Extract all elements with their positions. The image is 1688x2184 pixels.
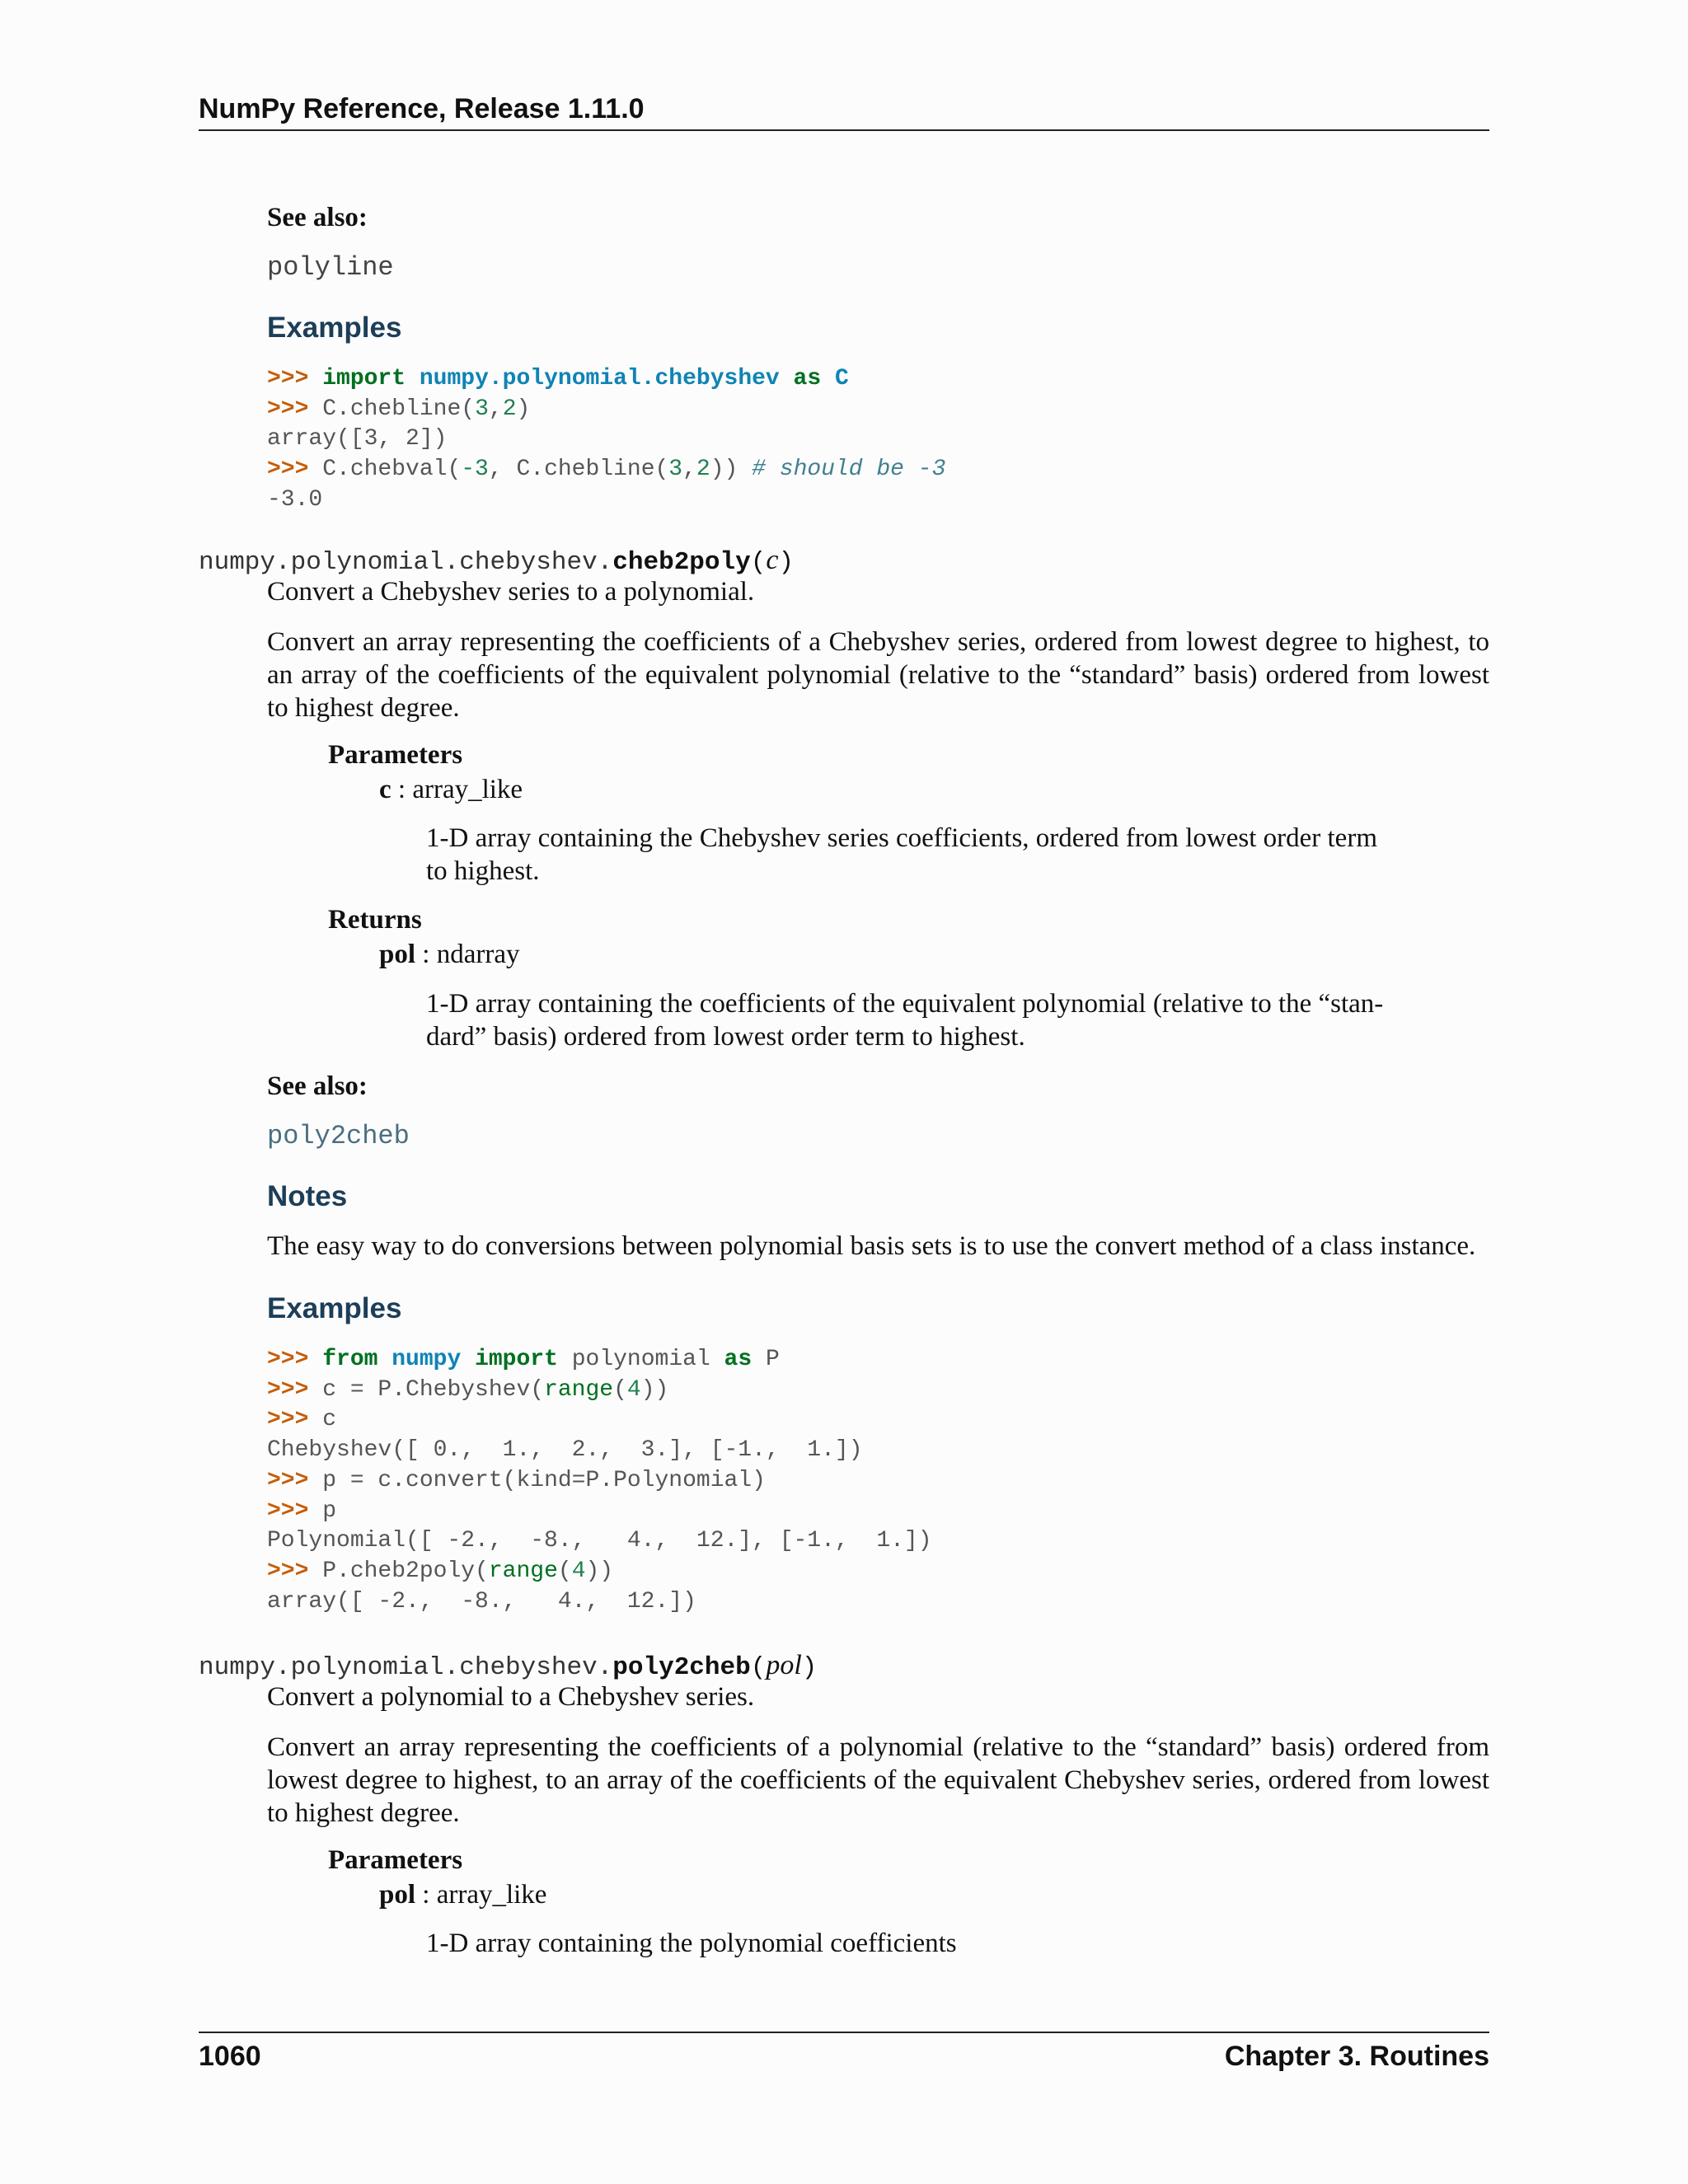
code-line: >>> c — [267, 1407, 337, 1433]
returns-heading: Returns — [328, 905, 422, 935]
sig-paren-open: ( — [750, 548, 767, 577]
function-signature-cheb2poly — [199, 545, 794, 577]
function-signature-poly2cheb — [199, 1650, 817, 1682]
return-description-line-2: dard” basis) ordered from lowest order term to highest. — [426, 1022, 1025, 1052]
sig-module-prefix: numpy.polynomial.chebyshev. — [199, 1653, 613, 1682]
code-line: array([3, 2]) — [267, 426, 448, 452]
function-summary-2: Convert a polynomial to a Chebyshev series. — [267, 1682, 755, 1712]
code-block-chebline — [267, 364, 945, 516]
param-name: c — [379, 775, 392, 804]
code-line: Polynomial([ -2., -8., 4., 12.], [-1., 1.]) — [267, 1528, 932, 1554]
code-line: >>> p — [267, 1497, 337, 1524]
examples-heading-2: Examples — [267, 1292, 402, 1324]
function-description-2: Convert an array representing the coefficients of a polynomial (relative to the “standard” basis) ordered from lowest degree to highest, to an array of the coefficients of the equivalent Chebyshev series, ordered from lowest to highest degree. — [267, 1732, 1489, 1828]
code-line: Chebyshev([ 0., 1., 2., 3.], [-1., 1.]) — [267, 1437, 863, 1464]
code-block-cheb2poly — [267, 1345, 932, 1617]
sig-paren-close: ) — [801, 1653, 818, 1682]
sig-function-name: cheb2poly — [612, 548, 751, 577]
code-line: >>> import numpy.polynomial.chebyshev as C — [267, 366, 849, 391]
param-type: : array_like — [415, 1880, 547, 1910]
param-name: pol — [379, 1880, 416, 1910]
examples-heading: Examples — [267, 312, 402, 344]
code-line: >>> p = c.convert(kind=P.Polynomial) — [267, 1467, 766, 1493]
param-description-line-1: 1-D array containing the polynomial coefficients — [426, 1929, 957, 1958]
sig-paren-open: ( — [750, 1653, 767, 1682]
running-header: NumPy Reference, Release 1.11.0 — [199, 93, 645, 124]
code-line: >>> C.chebval(-3, C.chebline(3,2)) # should be -3 — [267, 457, 946, 483]
param-type: : array_like — [391, 775, 523, 804]
param-c — [379, 773, 523, 806]
notes-text: The easy way to do conversions between polynomial basis sets is to use the convert method of a class instance. — [267, 1231, 1476, 1261]
sig-function-name: poly2cheb — [612, 1653, 751, 1682]
header-rule — [199, 129, 1489, 131]
return-type: : ndarray — [415, 940, 520, 969]
return-pol — [379, 938, 519, 971]
code-line: -3.0 — [267, 486, 323, 513]
param-pol — [379, 1878, 546, 1911]
code-line: array([ -2., -8., 4., 12.]) — [267, 1588, 696, 1615]
notes-heading: Notes — [267, 1180, 348, 1212]
page-number: 1060 — [199, 2041, 261, 2072]
code-line: >>> C.chebline(3,2) — [267, 396, 531, 422]
footer-rule — [199, 2032, 1489, 2033]
code-line: >>> c = P.Chebyshev(range(4)) — [267, 1376, 669, 1403]
see-also-heading: See also: — [267, 203, 368, 232]
param-description-line-2: to highest. — [426, 856, 540, 886]
code-line: >>> P.cheb2poly(range(4)) — [267, 1558, 614, 1584]
code-line: >>> from numpy import polynomial as P — [267, 1347, 780, 1372]
return-description-line-1: 1-D array containing the coefficients of the equivalent polynomial (relative to the “stan- — [426, 989, 1384, 1019]
sig-module-prefix: numpy.polynomial.chebyshev. — [199, 548, 613, 577]
see-also-heading-2: See also: — [267, 1071, 368, 1101]
sig-paren-close: ) — [778, 548, 795, 577]
param-description-line-1: 1-D array containing the Chebyshev series coefficients, ordered from lowest order term — [426, 823, 1377, 853]
function-description: Convert an array representing the coefficients of a Chebyshev series, ordered from lowest degree to highest, to an array of the coefficients of the equivalent polynomial (relative to the “standard” basis) ordered from lowest to highest degree. — [267, 627, 1489, 723]
return-name: pol — [379, 940, 416, 969]
see-also-ref-polyline[interactable]: polyline — [267, 252, 394, 283]
function-summary: Convert a Chebyshev series to a polynomial. — [267, 577, 755, 607]
chapter-label: Chapter 3. Routines — [1224, 2041, 1489, 2072]
parameters-heading-2: Parameters — [328, 1845, 463, 1875]
sig-arg: pol — [766, 1650, 802, 1680]
parameters-heading: Parameters — [328, 740, 463, 770]
see-also-ref-poly2cheb[interactable]: poly2cheb — [267, 1121, 410, 1151]
sig-arg: c — [766, 545, 779, 575]
